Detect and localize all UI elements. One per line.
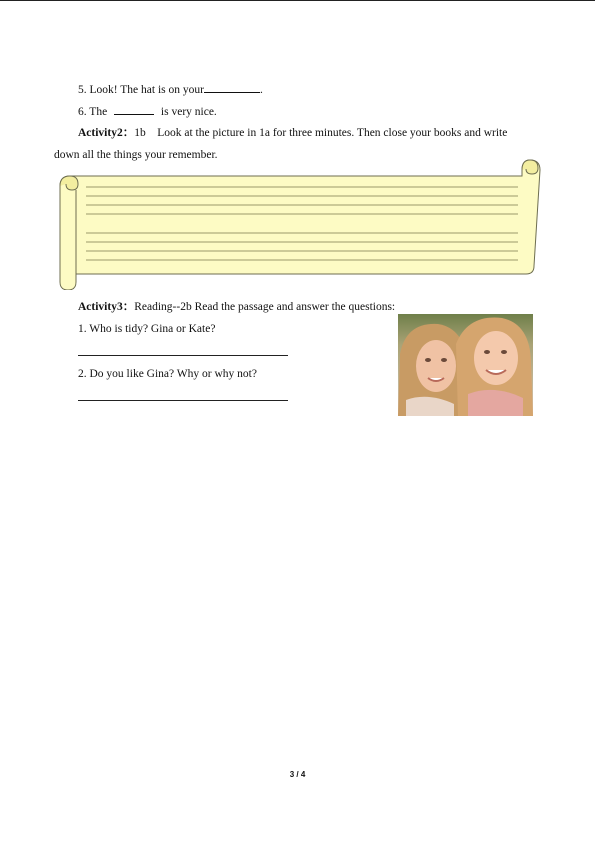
- writing-scroll: [52, 156, 544, 290]
- question-5-text: 5. Look! The hat is on your: [78, 84, 204, 96]
- page-top-border: [0, 0, 595, 1]
- activity3-label: Activity3: [78, 301, 123, 313]
- question-6-end: is very nice.: [160, 106, 217, 118]
- answer-line-1[interactable]: [78, 355, 288, 356]
- question-5-end: .: [259, 84, 263, 96]
- question-5: [78, 82, 263, 97]
- page-number: 3 / 4: [289, 770, 306, 779]
- activity2-line2: down all the things your remember.: [54, 149, 218, 161]
- activity3-separator: ：: [122, 301, 135, 313]
- two-girls-photo: [398, 314, 533, 416]
- activity2-separator: ：: [122, 127, 135, 139]
- activity2-line1: [78, 126, 528, 140]
- activity3-instruction: Reading--2b Read the passage and answer the questions:: [134, 301, 396, 313]
- scroll-body: [60, 160, 540, 290]
- answer-line-2[interactable]: [78, 400, 288, 401]
- question-5-blank[interactable]: [204, 82, 260, 93]
- activity2-instruction: 1b Look at the picture in 1a for three minutes. Then close your books and write: [134, 127, 508, 139]
- activity2-label: Activity2: [78, 127, 123, 139]
- activity3-heading: [78, 300, 395, 314]
- activity3-question-2: 2. Do you like Gina? Why or why not?: [78, 368, 257, 380]
- question-6-start: 6. The: [78, 106, 108, 118]
- question-6-blank[interactable]: [114, 104, 154, 115]
- question-6: [78, 104, 217, 119]
- activity3-question-1: 1. Who is tidy? Gina or Kate?: [78, 323, 216, 335]
